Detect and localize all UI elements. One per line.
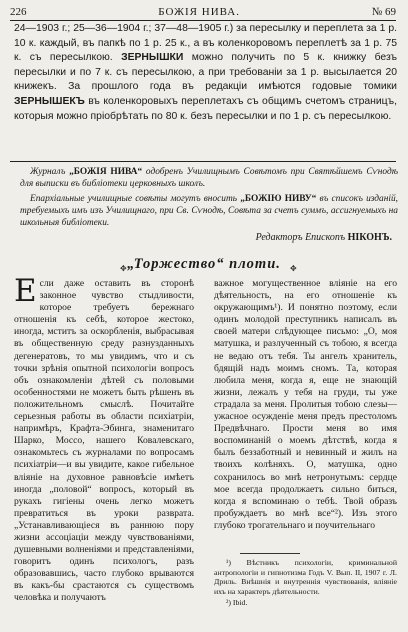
left-column-text: сли даже оставить въ сторонѣ законное чувство стыдливости, которое требуетъ бережнаго отношенія къ себѣ, которое жестоко, иногда, мститъ за оскорбленія, выбрасывая въ общественную среду разнузданныхъ дегенератовъ, то мы увидимъ, что и съ точки зрѣнія опытной психологіи вопросъ объ ознакомленіи дѣтей съ половыми особенностями не можетъ быть рѣшенъ въ положительномъ смыслѣ. Почитайте серьезныя работы въ области психіатріи, напримѣръ, Крафта-Эбинга, знаменитаго Шарко, Моссо, нашего Ковалевскаго, ознакомьтесь съ журналами по вопросамъ психіатріи—и вы увидите, какое гибельное вліяніе на духовное равновѣсіе имѣетъ иногда „половой“ вопросъ, который въ рукахъ гигіены очень легко можетъ превратиться въ уроки разврата. „Устанавливающіеся въ раннюю пору жизни ассоціаціи между чувствованіями, душевными волненіями и представленіями, говоритъ одинъ психологъ, разъ образовавшись, часто глубоко врываются въ какъ-бы срастаются съ существомъ человѣка и получаютъ <box>14 278 194 604</box>
article-column-left <box>14 273 194 605</box>
issue-number: № 69 <box>371 6 396 18</box>
header-rule <box>10 20 396 21</box>
approval-line-2: Епархіальные училищные совѣты могутъ вносить „БОЖІЮ НИВУ“ въ списокъ изданій, требуемыхъ имъ изъ Училищнаго, при Св. Сѵнодѣ, Совѣта за счетъ суммъ, ассигнуемыхъ на школьныя библіотеки. <box>20 194 399 228</box>
journal-title: БОЖІЯ НИВА. <box>158 6 240 18</box>
footnote-rule <box>240 553 300 554</box>
running-header <box>10 5 396 19</box>
right-column-text: важное могущественное вліяніе на его дѣятельность, на его отношеніе къ окружающимъ¹). И понятно поэтому, если одинъ молодой преступникъ написалъ въ своей матери слѣдующее письмо: „О, моя матушка, и разлученный съ тобою, я всегда не ведаю отъ тебя. Ты ангелъ хранитель, бдящій надъ моимъ сномъ. Та, которая любила меня, когда я, еще не знающій жизни, лежалъ у тебя на груди, ты уже страдала за меня. Пролитыя тобою слезы—ужасное осужденіе меня предъ престоломъ Предвѣчнаго. Прости меня во имя воспоминаній о моемъ дѣтствѣ, когда я былъ беззаботный и невинный и жилъ на твоихъ колѣняхъ. О, матушка, одно сохранилось во мнѣ нетронутымъ: сердце мое всегда продолжаетъ сильно биться, когда я вспоминаю о тебѣ. Твой образъ пробуждаетъ во мнѣ все“²). Изъ этого глубоко трогательнаго и поучительнаго <box>214 278 397 531</box>
approval-line-1: Журналъ „БОЖІЯ НИВА“ одобренъ Училищнымъ Совѣтомъ при Святѣйшемъ Сѵнодѣ для выписки въ библіотеки церковныхъ школъ. <box>20 167 398 189</box>
drop-cap: Е <box>14 273 37 309</box>
subscription-notice <box>14 22 397 124</box>
page-number: 226 <box>10 6 27 18</box>
ornament-right-icon: ✥ <box>290 264 297 273</box>
zernyshki-title: ЗЕРНЫШКИ <box>121 52 184 64</box>
footnote-2: ²) Ibid. <box>226 598 248 608</box>
footnotes <box>214 558 397 610</box>
footnote-1: ¹) Вѣстникъ психологіи, криминальной антропологіи и гипнотизма Годъ V. Вып. II, 1907 г. Л. Дриль. Внѣшнія и внутреннія чувствованія, вліяніе ихъ на характеръ дѣятельности. <box>214 558 397 596</box>
approval-notice <box>20 166 398 232</box>
article-column-right <box>214 278 397 532</box>
notice-paragraph: 24—1903 г.; 25—36—1904 г.; 37—48—1905 г.) за пересылку и переплета за 1 р. 10 к. каждый, въ папкѣ по 1 р. 25 к., а въ коленкоровомъ переплетѣ за 1 р. 75 к. съ пересылкою. ЗЕРНЫШКИ можно получить по 5 к. книжку безъ пересылки и по 7 к. съ пересылкою, а при требованіи за 1 р. высылается 20 книжекъ. За прошлого года въ редакціи имѣются годовые томики ЗЕРНЫШЕКЪ въ коленкоровыхъ переплетахъ съ общимъ счетомъ страницъ, которыя можно пріобрѣтать по 80 к. безъ пересылки и по 1 р. съ пересылкою. <box>14 23 398 122</box>
article-headline: „Торжество“ плоти. <box>127 256 281 272</box>
ornament-left-icon: ✥ <box>120 264 127 273</box>
zernyshek-title: ЗЕРНЫШЕКЪ <box>14 95 85 107</box>
editor-name: НІКОНЪ. <box>347 232 392 243</box>
divider-rule <box>10 161 396 162</box>
editor-signature: Редакторъ Епископъ НІКОНЪ. <box>255 232 392 243</box>
